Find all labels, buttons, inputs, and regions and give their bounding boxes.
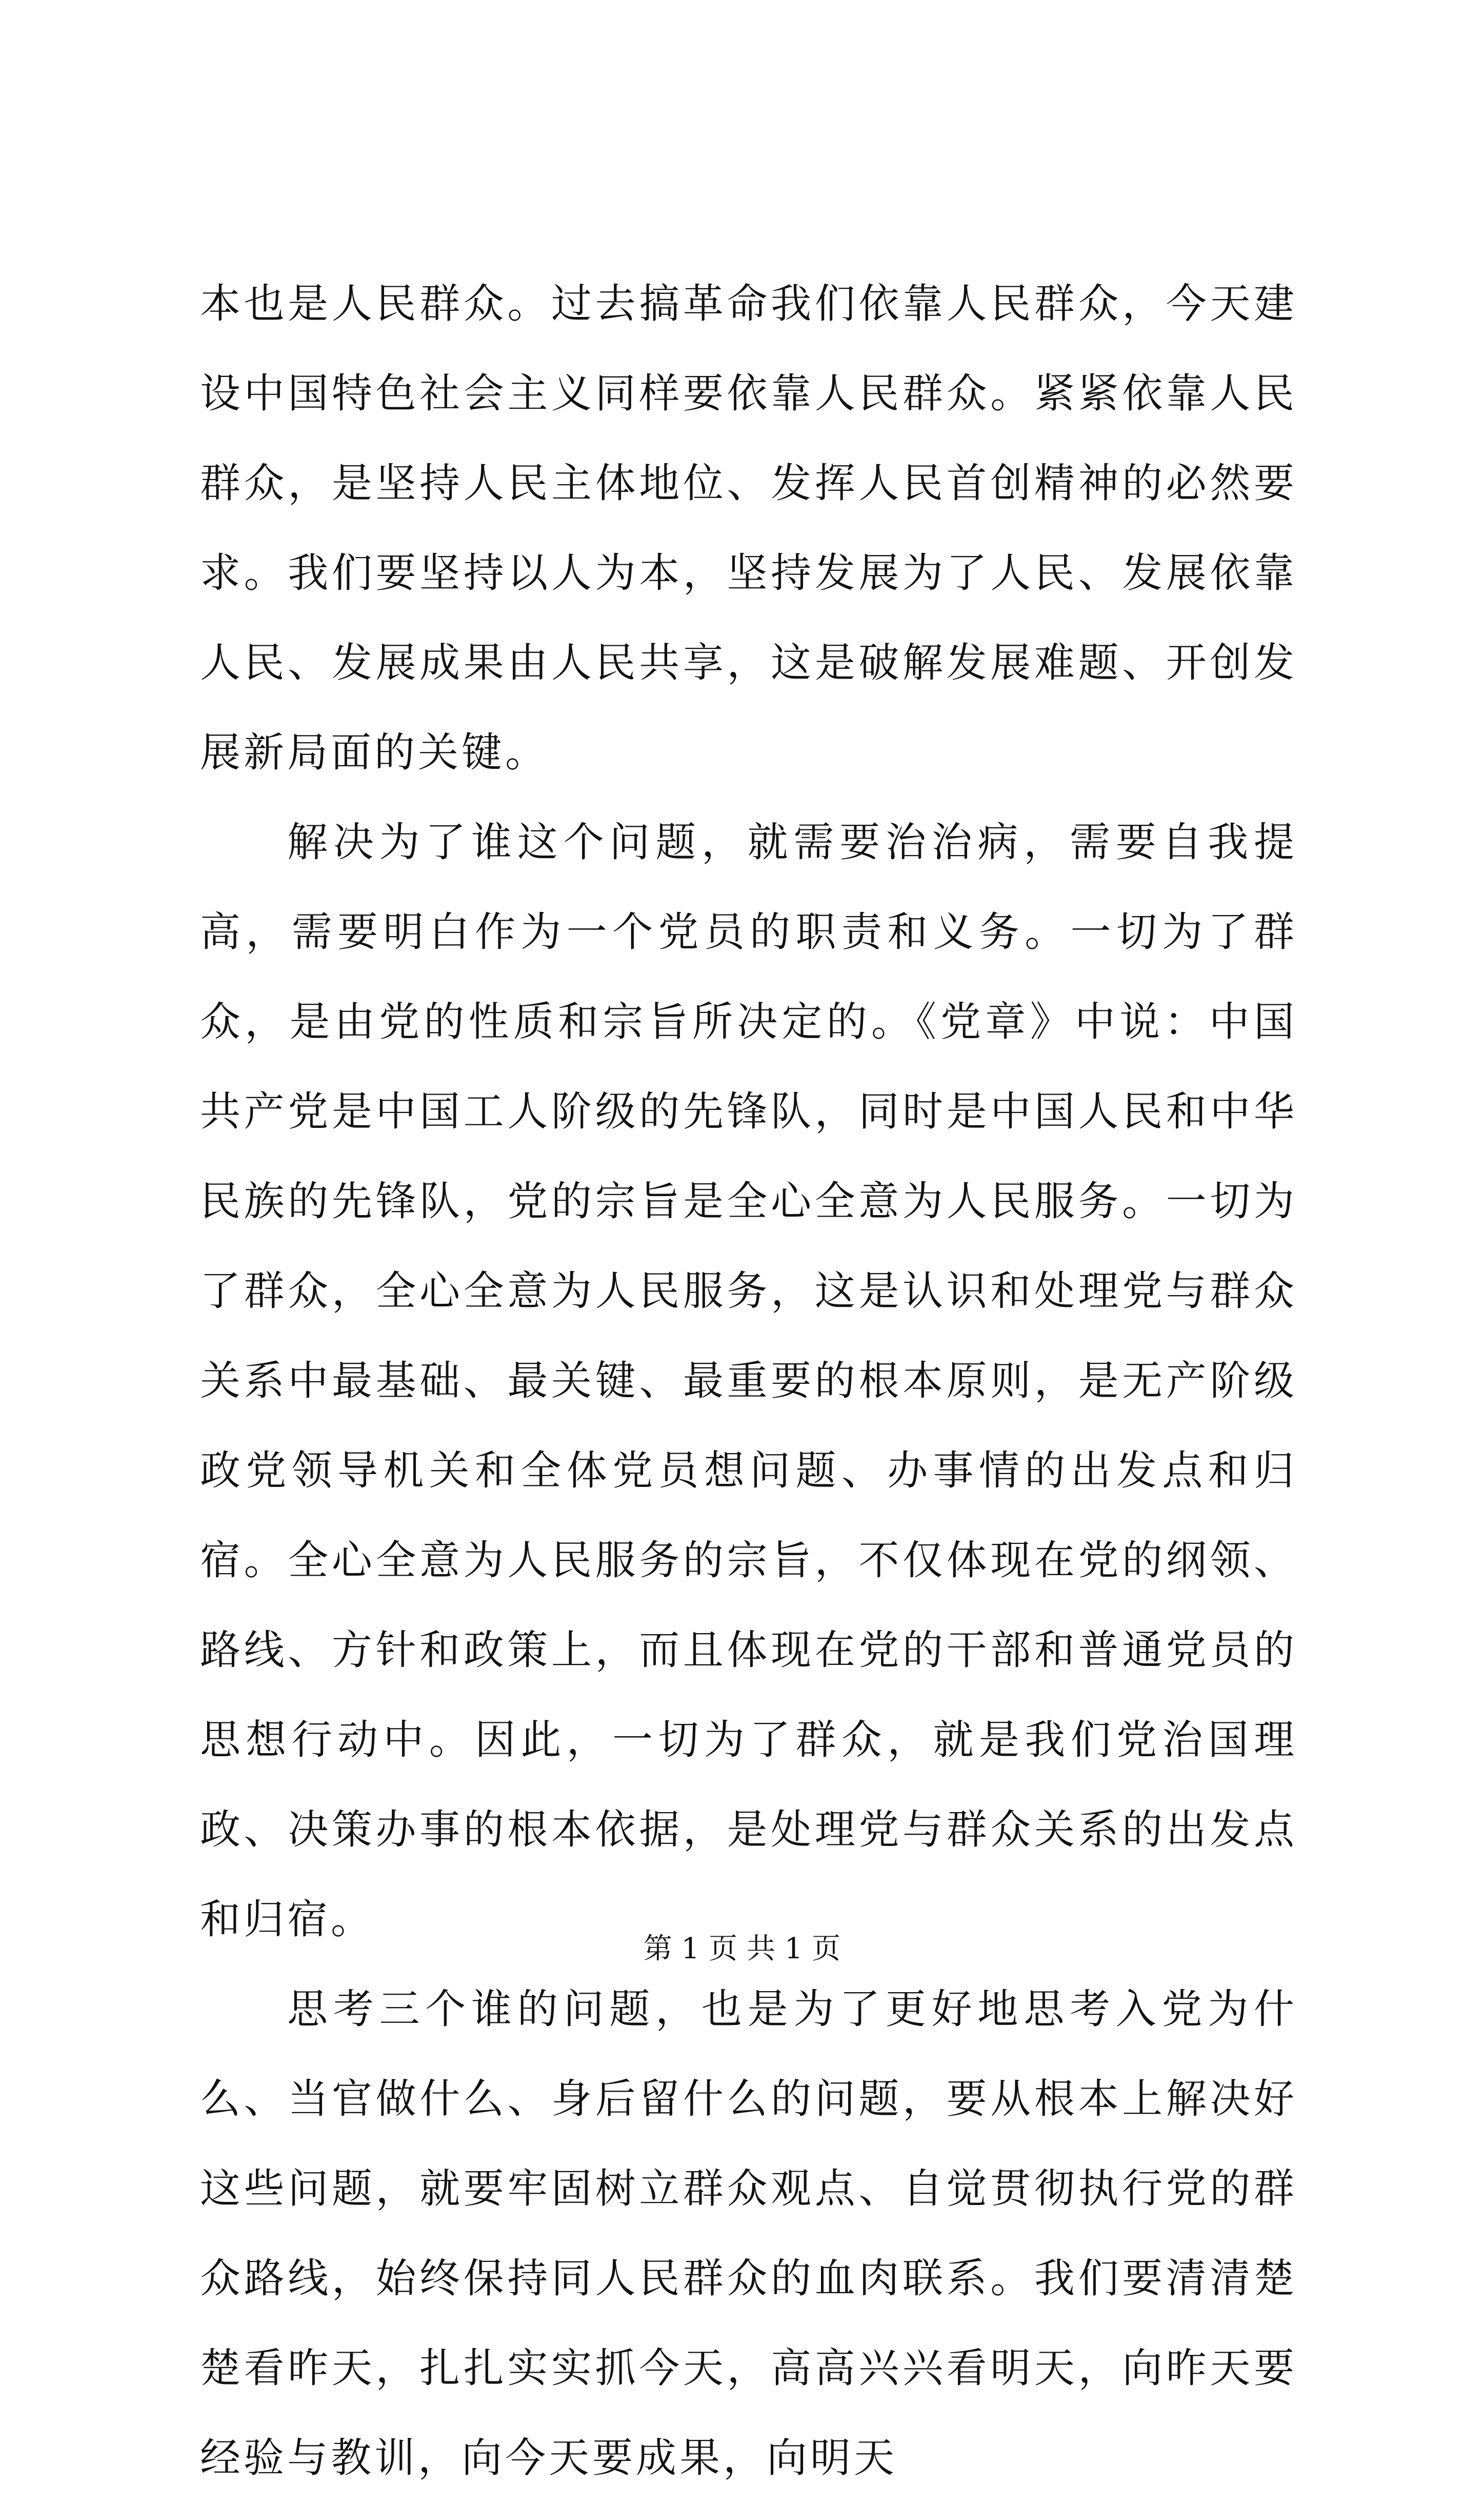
paragraph-3: 思考三个谁的问题，也是为了更好地思考入党为什么、当官做什么、身后留什么的问题，要从根本上解决好这些问题，就要牢固树立群众观点、自觉贯彻执行党的群众路线，始终保持同人民群众的血肉联系。我们要清清楚楚看昨天，扎扎实实抓今天，高高兴兴看明天，向昨天要经验与教训，向今天要成果，向明天 — [200, 1985, 1297, 2481]
document-body — [200, 259, 1297, 2503]
page-number-footer: 第 1 页 共 1 页 — [643, 1932, 841, 1965]
paragraph-1: 本也是人民群众。过去搞革命我们依靠人民群众，今天建设中国特色社会主义同样要依靠人民群众。紧紧依靠人民群众，是坚持人民主体地位、发挥人民首创精神的必然要求。我们要坚持以人为本，坚持发展为了人民、发展依靠人民、发展成果由人民共享，这是破解发展难题、开创发展新局面的关键。 — [200, 280, 1297, 776]
paragraph-2: 解决为了谁这个问题，就需要治治病，需要自我提高，需要明白作为一个党员的职责和义务。一切为了群众，是由党的性质和宗旨所决定的。《党章》中说：中国共产党是中国工人阶级的先锋队，同时是中国人民和中华民族的先锋队，党的宗旨是全心全意为人民服务。一切为了群众，全心全意为人民服务，这是认识和处理党与群众关系中最基础、最关键、最重要的根本原则，是无产阶级政党领导机关和全体党员想问题、办事情的出发点和归宿。全心全意为人民服务的宗旨，不仅体现在党的纲领、路线、方针和政策上，而且体现在党的干部和普通党员的思想行动中。因此，一切为了群众，就是我们党治国理政、决策办事的根本依据，是处理党与群众关系的出发点和归宿。 — [200, 819, 1297, 1943]
